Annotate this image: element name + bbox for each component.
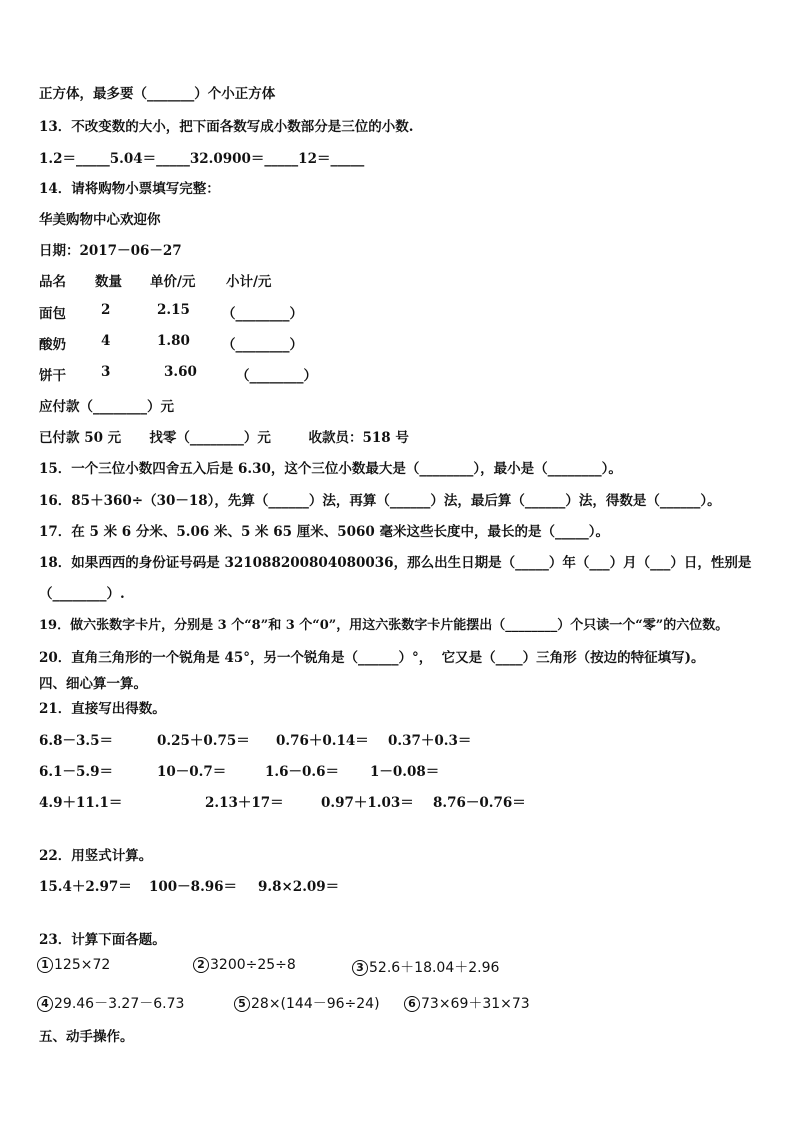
q23-item	[37, 993, 184, 1013]
expression: 2.13＋17＝	[205, 795, 284, 811]
payable-line: 应付款（________）元	[39, 399, 174, 415]
q23-expression: 28×(144－96÷24)	[251, 996, 380, 1012]
q23-expression: 3200÷25÷8	[210, 957, 296, 973]
circled-number: 5	[234, 996, 250, 1012]
q18-text: 18．如果西西的身份证号码是 321088200804080036，那么出生日期是（_____）年（___）月（___）日，性别是	[39, 555, 752, 571]
receipt-row-qty: 2	[101, 302, 111, 318]
q23-expression: 29.46－3.27－6.73	[54, 996, 185, 1012]
circled-number: 6	[404, 996, 420, 1012]
q22-text: 22．用竖式计算。	[39, 848, 153, 864]
expression: 4.9＋11.1＝	[39, 795, 123, 811]
q20-text: 20．直角三角形的一个锐角是 45°，另一个锐角是（______）°， 它又是（____）三角形（按边的特征填写)。	[39, 650, 705, 666]
q23-text: 23．计算下面各题。	[39, 932, 166, 948]
q14-text: 14．请将购物小票填写完整：	[39, 181, 220, 197]
receipt-row-blank: （________）	[222, 306, 303, 322]
receipt-row-blank: （________）	[236, 368, 317, 384]
receipt-row-name: 饼干	[39, 368, 66, 384]
receipt-row-qty: 4	[101, 333, 111, 349]
circled-number: 2	[193, 957, 209, 973]
q17-text: 17．在 5 米 6 分米、5.06 米、5 米 65 厘米、5060 毫米这些长度中，最长的是（_____）。	[39, 524, 610, 540]
q23-item	[193, 957, 296, 973]
q16-text: 16．85＋360÷（30－18），先算（______）法，再算（______）法，最后算（______）法，得数是（______）。	[39, 493, 721, 509]
section-5-heading: 五、动手操作。	[39, 1029, 134, 1045]
q23-expression: 73×69＋31×73	[421, 996, 530, 1012]
circled-number: 3	[352, 960, 368, 976]
q23-expression: 52.6＋18.04＋2.96	[369, 960, 500, 976]
expression: 15.4＋2.97＝	[39, 879, 132, 895]
q23-item	[352, 957, 499, 977]
q21-text: 21．直接写出得数。	[39, 701, 166, 717]
expression: 100－8.96＝	[149, 879, 238, 895]
q19-text: 19．做六张数字卡片，分别是 3 个“8”和 3 个“0”，用这六张数字卡片能摆出（________）个只读一个“零”的六位数。	[39, 618, 729, 633]
q23-item	[37, 957, 110, 973]
receipt-row-qty: 3	[101, 364, 111, 380]
q23-item	[404, 993, 530, 1013]
expression: 6.1－5.9＝	[39, 764, 113, 780]
section-4-heading: 四、细心算一算。	[39, 676, 147, 692]
receipt-row-price: 2.15	[157, 302, 190, 318]
q23-item	[234, 993, 380, 1013]
expression: 0.97＋1.03＝	[321, 795, 414, 811]
cube-question-text: 正方体，最多要（_______）个小正方体	[39, 86, 276, 102]
circled-number: 1	[37, 957, 53, 973]
cube-question-line	[39, 82, 275, 102]
q18-continuation: （________）.	[39, 586, 125, 602]
receipt-row-blank: （________）	[222, 337, 303, 353]
expression: 0.37＋0.3＝	[388, 733, 472, 749]
expression: 8.76－0.76＝	[433, 795, 526, 811]
receipt-row-name: 酸奶	[39, 337, 66, 353]
receipt-header-qty: 数量	[95, 274, 122, 290]
shop-name: 华美购物中心欢迎你	[39, 212, 161, 228]
receipt-date: 日期：2017－06－27	[39, 243, 182, 259]
expression: 10－0.7＝	[157, 764, 227, 780]
receipt-row-name: 面包	[39, 306, 66, 322]
q13-answers: 1.2＝_____5.04＝_____32.0900＝_____12＝_____	[39, 151, 365, 167]
receipt-row-price: 1.80	[157, 333, 190, 349]
expression: 6.8－3.5＝	[39, 733, 113, 749]
expression: 1.6－0.6＝	[265, 764, 339, 780]
q23-expression: 125×72	[54, 957, 111, 973]
expression: 1－0.08＝	[370, 764, 440, 780]
circled-number: 4	[37, 996, 53, 1012]
paid-line: 已付款 50 元 找零（________）元 收款员：518 号	[39, 430, 409, 446]
receipt-header-name: 品名	[39, 274, 66, 290]
q13-text: 13．不改变数的大小，把下面各数写成小数部分是三位的小数.	[39, 119, 414, 135]
expression: 0.76＋0.14＝	[276, 733, 369, 749]
q15-text: 15．一个三位小数四舍五入后是 6.30，这个三位小数最大是（________），最小是（________）。	[39, 461, 622, 477]
receipt-header-subtotal: 小计/元	[226, 274, 272, 290]
expression: 0.25＋0.75＝	[157, 733, 250, 749]
expression: 9.8×2.09＝	[258, 879, 340, 895]
receipt-header-price: 单价/元	[150, 274, 196, 290]
receipt-row-price: 3.60	[164, 364, 197, 380]
